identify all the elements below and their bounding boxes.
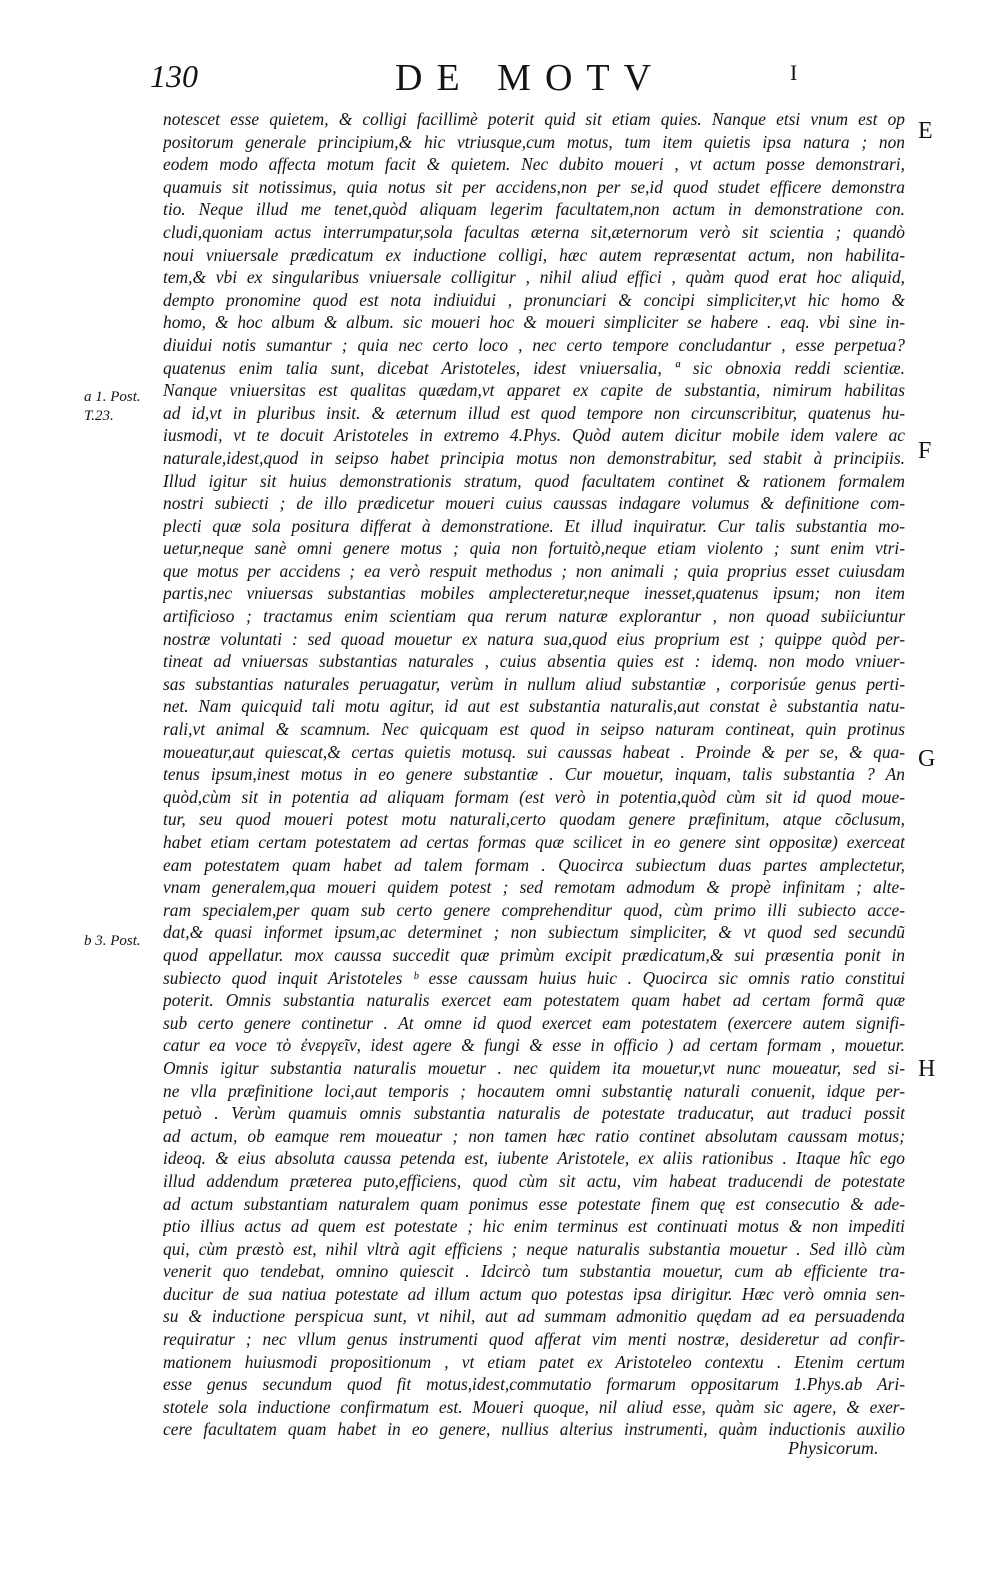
text-line: quòd,cùm sit in potentia ad aliquam formam (est verò in potentia,quòd cùm sit id quod moue- [163,786,905,807]
text-line: Illud igitur sit huius demonstrationis stratum, quod facultatem continet & rationem formalem [163,470,905,491]
header-mark: I [790,60,798,85]
text-line: habet etiam certam potestatem ad certas formas quæ scilicet in eo genere sint oppositæ) exerceat [163,832,905,852]
margin-note-a [84,388,141,426]
text-line: venerit quo tendebat, omnino quiescit . Idcircò tum substantia mouetur, cum ab efficiente tra- [163,1261,905,1282]
text-line: dat,& quasi informet ipsum,ac determinet ; non subiectum simpliciter, & vt quod sed secundũ [163,922,905,943]
text-line: Nanque vniuersitas est qualitas quædam,vt apparet ex capite de substantia, nimirum habilitas [163,380,905,401]
text-line: requiratur ; nec vllum genus instrumenti quod afferat vim menti nostræ, desideretur ad confir- [163,1329,905,1350]
text-line: noui vniuersale prædicatum ex inductione colligi, hæc autem repræsentat actum, non habilita- [163,244,905,265]
text-line: sub certo genere continetur . At omne id quod exercet eam potestatem (exercere autem signifi- [163,1012,905,1033]
text-line: ad actum substantiam naturalem quam ponimus esse potestate finem quę est consecutio & ade- [163,1193,905,1214]
text-line: tio. Neque illud me tenet,quòd aliquam legerim facultatem,non actum in demonstratione con. [163,199,905,220]
text-line: qui, cùm præstò est, nihil vltrà agit efficiens ; neque naturalis substantia mouetur . Sed illò cùm [163,1238,905,1259]
text-line: catur ea voce τὸ ἐνεργεῖν, idest agere & fungi & esse in officio ) ad certam formam , mouetur. [163,1035,905,1056]
page-header [150,58,830,106]
text-line: artificioso ; tractamus enim scientiam qua rerum naturæ explorantur , non quoad subiiciuntur [163,606,905,627]
text-line: plecti quæ sola positura differat à demonstratione. Et illud inquiratur. Cur talis substantia mo- [163,515,905,536]
text-line: net. Nam quicquid tali motu agitur, id aut est substantia naturalis,aut constat è substantia natu- [163,696,905,717]
body-text [163,108,905,1441]
text-line: illud addendum præterea puto,efficiens, quod cùm sit actu, vim habeat traducendi de potestate [163,1170,905,1191]
text-line: esse genus secundum quod fit motus,idest,commutatio formarum oppositarum 1.Phys.ab Ari- [163,1374,905,1395]
text-line: poterit. Omnis substantia naturalis exercet eam potestatem quam habet ad certam formã quæ [163,990,905,1011]
text-line: moueatur,aut quiescat,& certas quietis motusq. sui caussas habeat . Proinde & per se, & qua- [163,741,905,762]
text-line: sas substantias naturales peruagatur, verùm in nullum aliud substantiæ , corporisúe genus perti- [163,673,905,694]
text-line: notescet esse quietem, & colligi facillimè poterit quid sit etiam quies. Nanque etsi vnum est op [163,109,905,129]
text-line: iusmodi, vt te docuit Aristoteles in extremo 4.Phys. Quòd autem dicitur mobile idem valere ac [163,425,905,446]
text-line: ad id,vt in pluribus insit. & æternum illud est quod tempore non circunscribitur, quatenus hu- [163,402,905,423]
text-line: uetur,neque sanè omni genere motus ; quia non fortuitò,neque etiam violento ; sunt enim vtri- [163,538,905,559]
section-letter-f: F [918,438,932,464]
text-line: Omnis igitur substantia naturalis mouetur . nec quidem ita mouetur,vt nunc moueatur, sed si- [163,1057,905,1078]
text-line: quod appellatur. mox caussa succedit quæ primùm excipit prædicatum,& sui præsentia ponit in [163,944,905,965]
margin-note-a-line2: T.23. [84,408,114,424]
section-letter-e: E [918,118,933,144]
text-line: rali,vt animal & scamnum. Nec quicquam est quod in seipso naturam contineat, quin protinus [163,719,905,740]
catchword: Physicorum. [788,1438,879,1458]
text-line: eam potestatem quam habet ad talem formam . Quocirca subiectum duas partes amplectetur, [163,854,905,875]
text-line: nostræ voluntati : sed quoad mouetur ex natura sua,quod eius proprium est ; quippe quòd per- [163,628,905,649]
text-line: tem,& vbi ex singularibus vniuersale colligitur , nihil aliud effici , quàm quod erat hoc aliquid, [163,267,905,288]
text-line: subiecto quod inquit Aristoteles ᵇ esse caussam huius huic . Quocirca sic omnis ratio constitui [163,967,905,988]
text-line: quatenus enim talia sunt, dicebat Aristoteles, idest vniuersalia, ª sic obnoxia reddi scientiæ. [163,357,905,378]
text-line: positorum generale principium,& hic vtriusque,cum motus, tum item quietis ipsa natura ; non [163,131,905,152]
text-line: eodem modo affecta motum facit & quietem. Nec dubito moueri , vt actum posse demonstrari, [163,154,905,175]
text-line: quamuis sit notissimus, quia notus sit per accidens,non per se,id quod studet efficere demonstra [163,176,905,197]
text-line: cludi,quoniam actus interrumpatur,sola facultas æterna sit,æternorum verò sit scientia ; quandò [163,221,905,242]
text-line: naturale,idest,quod in seipso habet principia motus non demonstrabitur, sed stabit à principiis. [163,447,905,468]
text-line: stotele sola inductione confirmatum est. Moueri quoque, nil aliud esse, quàm sic agere, & exer- [163,1396,905,1417]
running-title: DE MOTV [395,57,666,99]
text-line: tenus ipsum,inest motus in eo genere substantiæ . Cur mouetur, inquam, talis substantia ? An [163,764,905,785]
text-line: dempto pronomine quod est nota indiuidui , pronunciari & concipi simpliciter,vt hic homo & [163,289,905,310]
text-line: ptio illius actus ad quem est potestate ; hic enim terminus est continuati motus & non impediti [163,1216,905,1237]
text-line: nostri subiecti ; de illo prædicetur moueri cuius caussas indagare volumus & definitione com- [163,493,905,514]
text-line: su & inductione perspicua sunt, vt nihil, aut ad summam admonitio quędam ad ea persuadenda [163,1306,905,1327]
margin-note-b [84,932,141,951]
page-number: 130 [150,58,198,94]
margin-note-a-line1: a 1. Post. [84,389,141,405]
text-line: tineat ad vniuersas substantias naturales , cuius absentia quies est : idemq. non modo vniuer- [163,651,905,672]
text-line: ram specialem,per quam sub certo genere comprehenditur quod, cùm primo illi subiecto acce- [163,899,905,920]
text-line: partis,nec vniuersas substantias mobiles amplecteretur,neque inesset,quatenus ipsum; non item [163,583,905,604]
text-line: ducitur de sua natiua potestate ad illum actum quo potestas ipsa dirigitur. Hæc verò omnia sen- [163,1283,905,1304]
section-letter-g: G [918,746,936,772]
text-line: ad actum, ob eamque rem moueatur ; non tamen hæc ratio continet absolutam caussam motus; [163,1125,905,1146]
text-line: petuò . Verùm quamuis omnis substantia naturalis de potestate traducatur, aut traduci possit [163,1103,905,1124]
margin-note-b-text: b 3. Post. [84,933,141,949]
text-line: vnam generalem,qua moueri quidem potest ; sed remotam admodum & propè infinitam ; alte- [163,877,905,898]
text-line: cere facultatem quam habet in eo genere, nullius alterius instrumenti, quàm inductionis auxilio [163,1419,905,1440]
section-letter-h: H [918,1056,936,1082]
text-line: ne vlla præfinitione loci,aut temporis ; hocautem omni substantię naturali conuenit, idque per- [163,1080,905,1101]
text-line: mationem huiusmodi propositionum , vt etiam patet ex Aristoteleo contextu . Etenim certum [163,1351,905,1372]
text-line: ideoq. & eius absoluta caussa petenda est, iubente Aristotele, ex aliis rationibus . Itaque hîc ego [163,1148,905,1169]
text-line: diuidui notis sumantur ; quia nec certo loco , nec certo tempore concludantur , esse perpetua? [163,334,905,355]
text-line: que motus per accidens ; ea verò respuit methodus ; non animali ; quia proprius esset cuiusdam [163,560,905,581]
text-line: homo, & hoc album & album. sic moueri hoc & moueri simpliciter se habere . eaq. vbi sine in- [163,312,905,333]
text-line: tur, seu quod moueri potest motu naturali,certo quodam genere præfinitum, atque cõclusum, [163,809,905,830]
